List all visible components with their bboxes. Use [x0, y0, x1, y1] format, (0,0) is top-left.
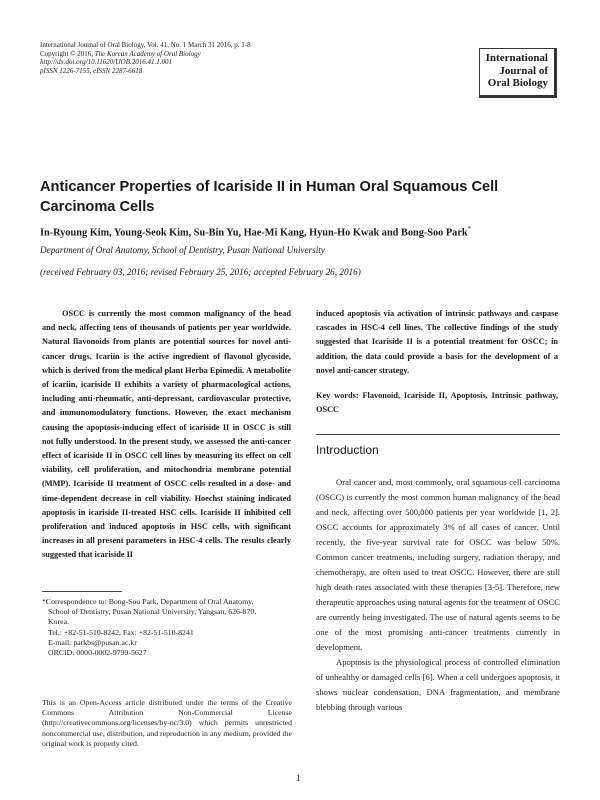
author-list [40, 225, 560, 238]
journal-name-line: International [485, 52, 548, 64]
copyright-holder: The Korean Academy of Oral Biology [94, 49, 201, 58]
footnote-line: *Correspondence to: Bong-Soo Park, Department of Oral Anatomy, [42, 597, 254, 606]
footnote-orcid: ORCID: 0000-0002-9799-5627 [48, 648, 147, 658]
section-heading-introduction: Introduction [316, 443, 379, 457]
affiliation: Department of Oral Anatomy, School of Dentistry, Pusan National University [40, 245, 325, 255]
keywords: Key words: Flavonoid, Icariside II, Apoptosis, Intrinsic pathway, OSCC [316, 391, 558, 415]
journal-citation [40, 41, 251, 75]
journal-name-line: Journal of [499, 64, 548, 77]
footnote-email[interactable]: E-mail: parkbs@pusan.ac.kr [48, 637, 137, 647]
copyright-text: Copyright © 2016, [40, 49, 95, 58]
body-paragraph: Oral cancer and, most commonly, oral squamous cell carcinoma (OSCC) is currently the most common human malignancy of the head and neck, affecting over 500,000 patients per year worldwide [1, 2]. OSCC accounts for approximately 3% of all cases of cancer. Until recently, the five-year survival rate for OSCC was below 50%. Common cancer treatments, including surgery, radiation therapy, and chemotherapy, are often used to treat OSCC. However, there are still high death rates associated with these therapies [3-5]. Therefore, new therapeutic approaches using natural agents for the treatment of OSCC are currently being investigated. The use of natural agents seems to be one of the most promising anti-cancer treatments currently in development. [316, 477, 560, 652]
footnote-tel: Tel.: +82-51-510-8242, Fax: +82-51-510-8241 [48, 627, 194, 637]
doi-link[interactable]: http://dx.doi.org/10.11620/IJOB.2016.41.1.001 [40, 58, 173, 66]
footnote-line: Korea. [48, 617, 69, 627]
abstract-right [316, 307, 558, 378]
copyright-line [40, 50, 251, 59]
correspondence-footnote [42, 597, 292, 658]
section-divider [316, 434, 560, 435]
journal-name-line: Oral Biology [487, 77, 548, 89]
article-title: Anticancer Properties of Icariside II in Human Oral Squamous Cell Carcinoma Cells [40, 179, 499, 215]
abstract-paragraph: OSCC is currently the most common malignancy of the head and neck, affecting tens of thousands of patients per year worldwide. Natural flavonoids from plants are potential sources for novel anti-cancer drugs. Icariin is the active ingredient of flavonol glycoside, which is derived from the medical plant Herba Epimedii. A metabolite of icariin, icariside II exhibits a variety of pharmacological actions, including anti-rheumatic, anti-depressant, cardiovascular protective, and immunomodulatory functions. However, the exact mechanism causing the apoptosis-inducing effect of icariside II in OSCC is still not fully understood. In the present study, we assessed the anti-cancer effect of icariside II in OSCC cell lines by measuring its effect on cell viability, cell proliferation, and mitochondria membrane potential (MMP). Icariside II treatment of OSCC cells resulted in a dose- and time-dependent decrease in cell viability. Hoechst staining indicated apoptosis in icariside II-treated HSC cells. Icariside II inhibited cell proliferation and induced apoptosis in HSC cells, with significant increases in all present parameters in HSC-4 cells. The results clearly suggested that icariside II [42, 309, 291, 560]
citation-line: International Journal of Oral Biology, Vol. 41, No. 1 March 31 2016, p. 1-8 [40, 41, 251, 49]
journal-logo-box [479, 48, 557, 98]
authors-text: In-Ryoung Kim, Young-Seok Kim, Su-Bin Yu, Hae-Mi Kang, Hyun-Ho Kwak and Bong-Soo Park [40, 227, 468, 239]
introduction-body [316, 475, 560, 715]
issn-line: pISSN 1226-7155, eISSN 2287-6618 [40, 66, 143, 75]
abstract-paragraph-continued: induced apoptosis via activation of intrinsic pathways and caspase cascades in HSC-4 cell lines. The collective findings of the study suggested that Icariside II is a potential treatment for OSCC; in addition, the data could provide a basis for the development of a novel anti-cancer strategy. [316, 309, 558, 375]
body-paragraph: Apoptosis is the physiological process of controlled elimination of unhealthy or damaged cells [6]. When a cell undergoes apoptosis, it shows nuclear condensation, DNA fragmentation, and membrane blebbing through various [316, 657, 560, 712]
footnote-line: School of Dentistry, Pusan National University, Yangsan, 626-870, [48, 607, 257, 617]
page-number: 1 [296, 773, 301, 783]
abstract-left [42, 307, 291, 563]
received-dates: (received February 03, 2016; revised February 25, 2016; accepted February 26, 2016) [40, 267, 361, 277]
corresponding-mark: * [467, 225, 472, 233]
open-access-notice: This is an Open-Access article distributed under the terms of the Creative Commons Attribution Non-Commercial License (http://creativecommons.org/licenses/by-nc/3.0) which permits unrestricted noncommercial use, distribution, and reproduction in any medium, provided the original work is properly cited. [42, 698, 292, 748]
footnote-divider [42, 591, 122, 592]
